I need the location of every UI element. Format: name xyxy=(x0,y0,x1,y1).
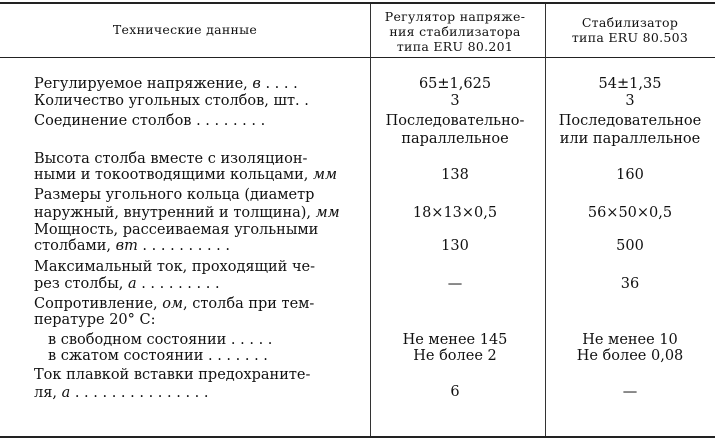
row-height-label-l2: ными и токоотводящими кольцами, мм xyxy=(34,167,338,183)
row-columns-count-value-regulator: 3 xyxy=(450,93,460,109)
row-fuse-current-label-l1: Ток плавкой вставки предохраните- xyxy=(34,367,311,383)
row-fuse-current-label-l2: ля, а . . . . . . . . . . . . . . . xyxy=(34,385,209,401)
row-resistance-free-label: в свободном состоянии . . . . . xyxy=(48,332,273,348)
row-resistance-free-value-regulator: Не менее 145 xyxy=(402,332,508,348)
row-height-label-l1: Высота столба вместе с изоляцион- xyxy=(34,151,308,167)
row-height-value-regulator: 138 xyxy=(441,167,469,183)
row-ring-size-label-l2: наружный, внутренний и толщина), мм xyxy=(34,205,340,221)
row-connection-value-regulator-l1: Последовательно- xyxy=(385,113,525,129)
row-connection-value-regulator-l2: параллельное xyxy=(401,131,509,147)
header-col-stabilizer-line2: типа ERU 80.503 xyxy=(571,30,689,45)
row-fuse-current-value-regulator: 6 xyxy=(450,384,460,400)
header-col-stabilizer-line1: Стабилизатор xyxy=(581,15,679,30)
row-max-current-label-l2: рез столбы, а . . . . . . . . . xyxy=(34,276,220,292)
row-power-label-l1: Мощность, рассеиваемая угольными xyxy=(34,222,319,238)
row-resistance-compressed-value-regulator: Не более 2 xyxy=(413,348,497,364)
header-col-regulator-line1: Регулятор напряже- xyxy=(384,9,526,24)
row-resistance-label-l2: пературе 20° С: xyxy=(34,312,156,328)
header-rule xyxy=(0,57,715,58)
row-voltage-value-regulator: 65±1,625 xyxy=(418,76,492,92)
row-max-current-value-stabilizer: 36 xyxy=(620,276,640,292)
row-power-label-l2: столбами, вт . . . . . . . . . . xyxy=(34,238,231,254)
row-connection-value-stabilizer-l1: Последовательное xyxy=(558,113,702,129)
row-max-current-value-regulator: — xyxy=(447,276,463,292)
row-columns-count-label: Количество угольных столбов, шт. . xyxy=(34,93,309,109)
row-resistance-compressed-label: в сжатом состоянии . . . . . . . xyxy=(48,348,268,364)
row-fuse-current-value-stabilizer: — xyxy=(622,384,638,400)
row-max-current-label-l1: Максимальный ток, проходящий че- xyxy=(34,259,316,275)
bottom-rule xyxy=(0,436,715,438)
row-columns-count-value-stabilizer: 3 xyxy=(625,93,635,109)
row-connection-value-stabilizer-l2: или параллельное xyxy=(559,131,701,147)
row-ring-size-value-regulator: 18×13×0,5 xyxy=(412,205,498,221)
row-voltage-value-stabilizer: 54±1,35 xyxy=(598,76,662,92)
row-connection-label: Соединение столбов . . . . . . . . xyxy=(34,113,266,129)
header-col-regulator-line3: типа ERU 80.201 xyxy=(396,39,514,54)
header-col-technical-data: Технические данные xyxy=(112,22,258,37)
row-resistance-compressed-value-stabilizer: Не более 0,08 xyxy=(576,348,684,364)
row-height-value-stabilizer: 160 xyxy=(616,167,644,183)
row-ring-size-label-l1: Размеры угольного кольца (диаметр xyxy=(34,187,315,203)
row-resistance-label-l1: Сопротивление, ом, столба при тем- xyxy=(34,296,315,312)
row-ring-size-value-stabilizer: 56×50×0,5 xyxy=(587,205,673,221)
top-rule xyxy=(0,2,715,4)
row-voltage-label: Регулируемое напряжение, в . . . . xyxy=(34,76,298,92)
row-resistance-free-value-stabilizer: Не менее 10 xyxy=(582,332,678,348)
header-col-regulator-line2: ния стабилизатора xyxy=(389,24,521,39)
row-power-value-stabilizer: 500 xyxy=(616,238,644,254)
row-power-value-regulator: 130 xyxy=(441,238,469,254)
